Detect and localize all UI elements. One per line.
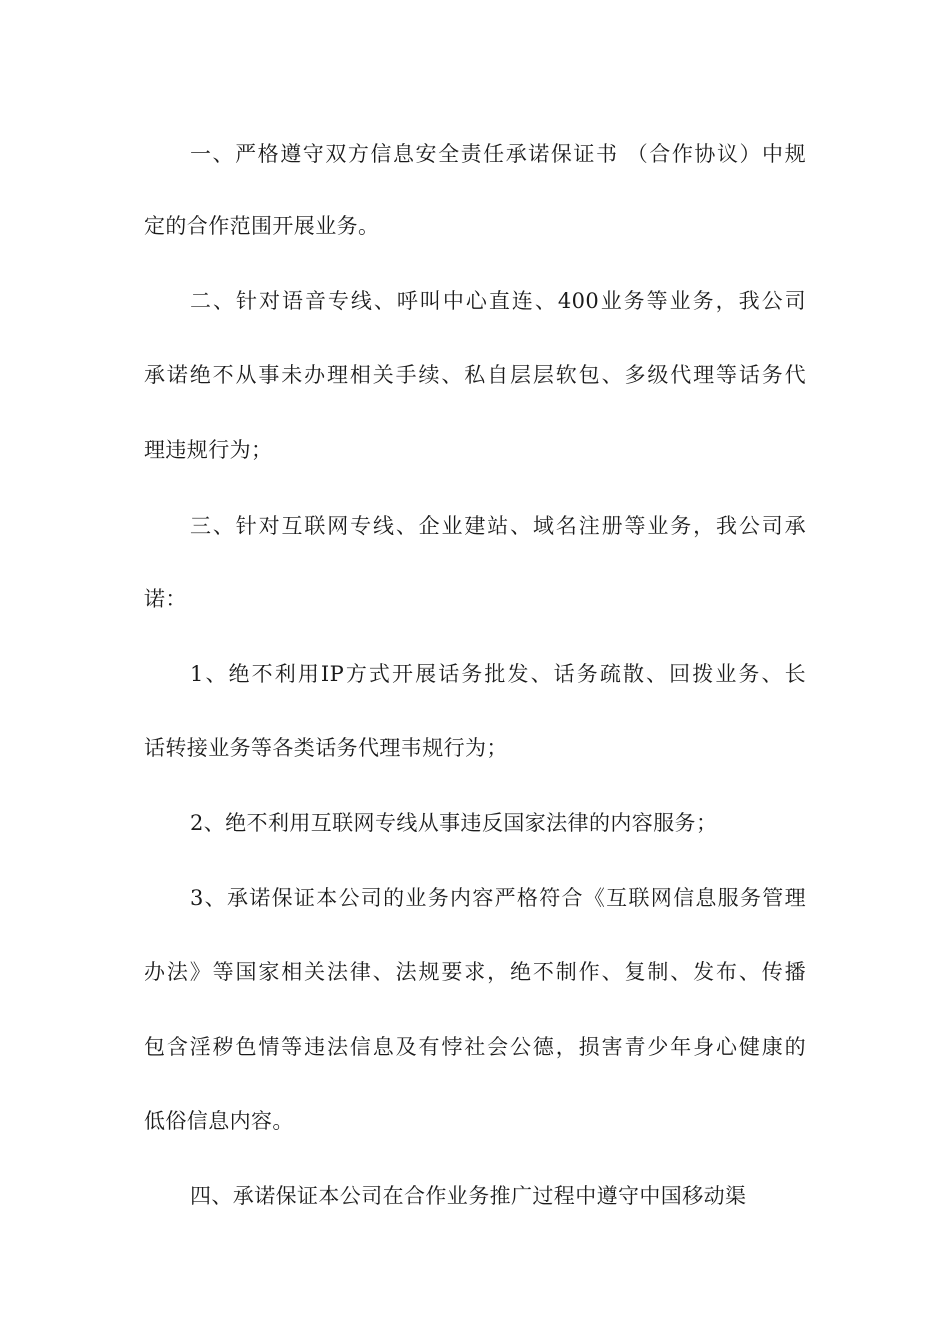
item-3-line-2: 办法》等国家相关法律、法规要求，绝不制作、复制、发布、传播 — [144, 960, 806, 984]
paragraph-1-line-2: 定的合作范围开展业务。 — [144, 214, 380, 238]
item-1-line-2: 话转接业务等各类话务代理韦规行为； — [144, 736, 508, 760]
item-3-line-3: 包含淫秽色情等违法信息及有悖社会公德，损害青少年身心健康的 — [144, 1035, 806, 1059]
item-3-line-1: 3、承诺保证本公司的业务内容严格符合《互联网信息服务管理 — [190, 886, 806, 910]
paragraph-3-line-1: 三、针对互联网专线、企业建站、域名注册等业务，我公司承 — [190, 514, 806, 538]
paragraph-3-line-2: 诺： — [144, 587, 187, 611]
paragraph-2-line-3: 理违规行为； — [144, 438, 273, 462]
item-3-line-4: 低俗信息内容。 — [144, 1109, 294, 1133]
paragraph-1-line-1: 一、严格遵守双方信息安全责任承诺保证书 （合作协议）中规 — [190, 142, 806, 166]
paragraph-2-line-1: 二、针对语音专线、呼叫中心直连、400业务等业务，我公司 — [190, 289, 806, 313]
item-1-line-1: 1、绝不利用IP方式开展话务批发、话务疏散、回拨业务、长 — [190, 662, 806, 686]
paragraph-2-line-2: 承诺绝不从事未办理相关手续、私自层层软包、多级代理等话务代 — [144, 363, 806, 387]
item-2-line-1: 2、绝不利用互联网专线从事违反国家法律的内容服务； — [190, 811, 718, 835]
paragraph-4-line-1: 四、承诺保证本公司在合作业务推广过程中遵守中国移动渠 — [190, 1184, 747, 1208]
